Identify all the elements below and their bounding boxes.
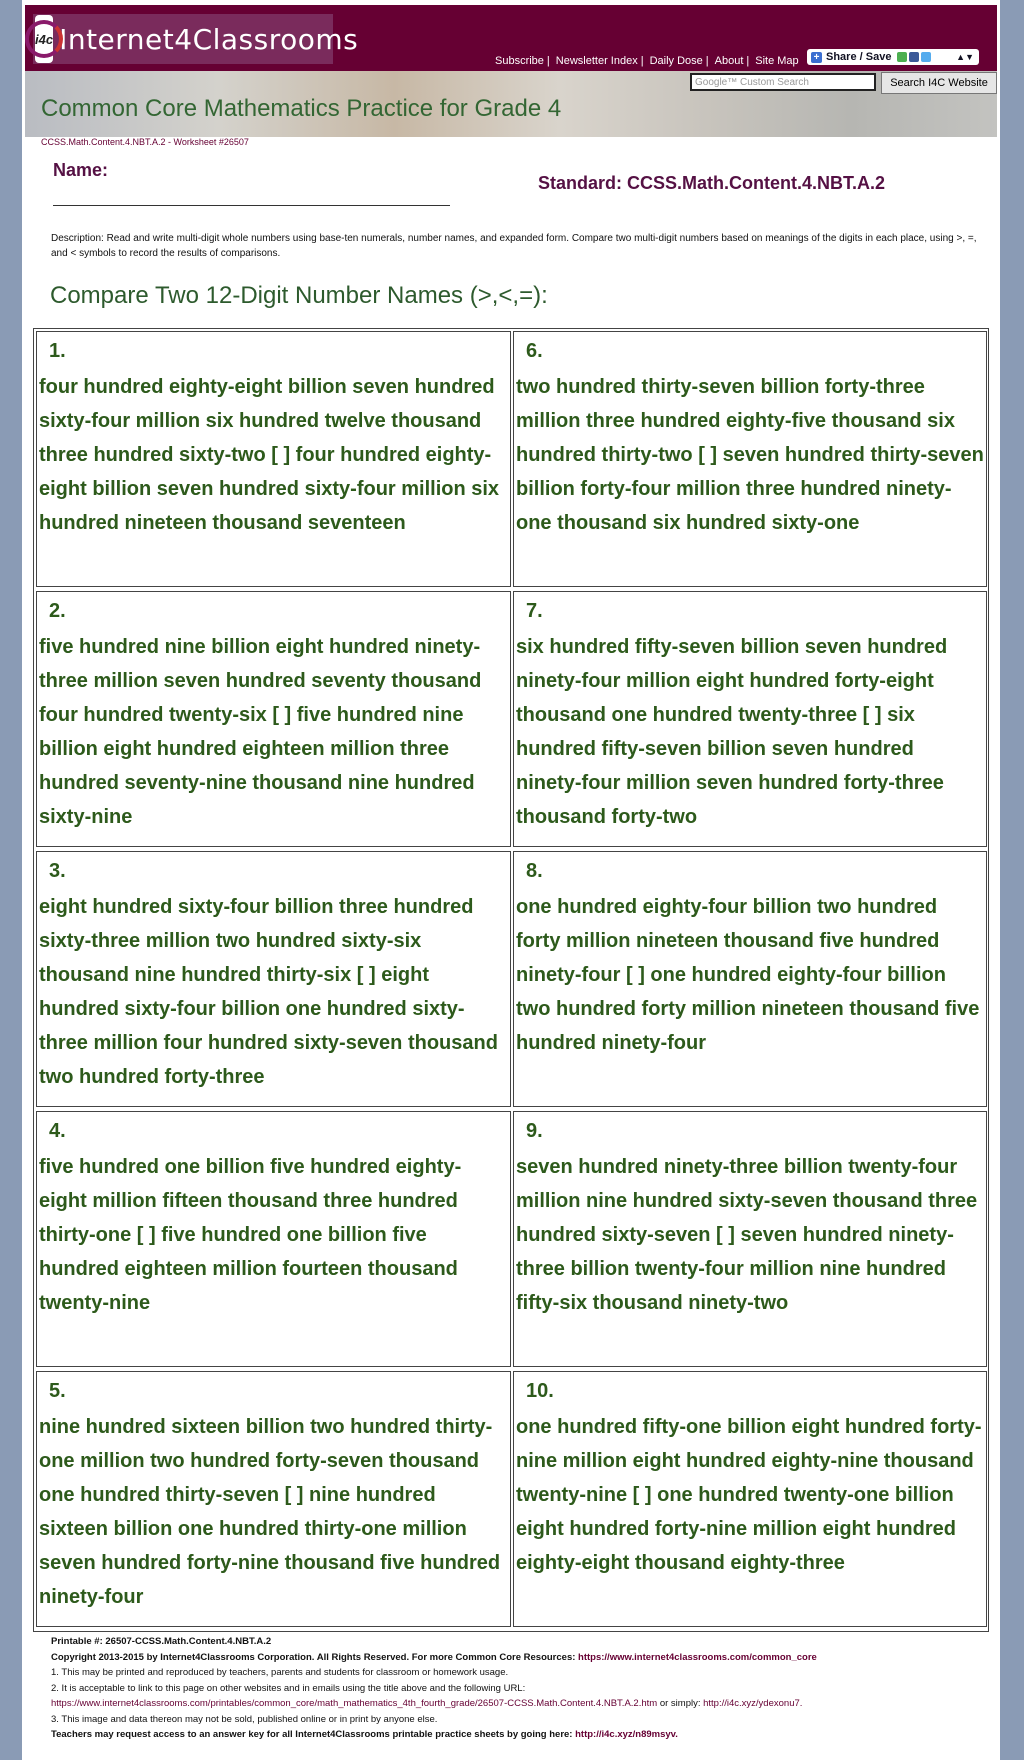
plus-icon: + [811, 52, 822, 63]
problem-cell-6 [513, 331, 987, 587]
nav-newsletter-index[interactable]: Newsletter Index [555, 55, 638, 67]
printable-number: Printable #: 26507-CCSS.Math.Content.4.NBT.A.2 [51, 1636, 272, 1647]
share-label: Share / Save [826, 51, 892, 63]
problem-number: 1. [49, 340, 66, 362]
page-title: Common Core Mathematics Practice for Grade 4 [41, 95, 562, 122]
url-line: https://www.internet4classrooms.com/printables/common_core/math_mathematics_4th_fourth_grade/26507-CCSS.Math.Content.4.NBT.A.2.htm or simply: http://i4c.xyz/ydexonu7. [51, 1698, 803, 1709]
social-icons [897, 52, 931, 62]
problem-number: 9. [526, 1120, 543, 1142]
logo-text: Internet4Classrooms [59, 22, 359, 56]
problem-number: 6. [526, 340, 543, 362]
problem-number: 4. [49, 1120, 66, 1142]
problem-text: five hundred one billion five hundred eighty-eight million fifteen thousand three hundred thirty-one [ ] five hundred one billion five hundred eighteen million fourteen thousand twenty-nine [39, 1156, 462, 1314]
problem-cell-2 [36, 591, 511, 847]
answer-key-line: Teachers may request access to an answer key for all Internet4Classrooms printable practice sheets by going here: http://i4c.xyz/n89msyv. [51, 1729, 678, 1740]
problem-text: two hundred thirty-seven billion forty-three million three hundred eighty-five thousand six hundred thirty-two [ ] seven hundred thirty-seven billion forty-four million three hundred ninety-one thousand six hundred sixty-one [516, 376, 984, 534]
name-line [53, 205, 450, 206]
common-core-link[interactable]: https://www.internet4classrooms.com/common_core [578, 1651, 817, 1663]
problem-cell-8 [513, 851, 987, 1107]
answer-key-link[interactable]: http://i4c.xyz/n89msyv. [575, 1729, 678, 1740]
share-save-button[interactable] [807, 49, 979, 65]
problems-table [33, 328, 989, 1632]
breadcrumb: CCSS.Math.Content.4.NBT.A.2 - Worksheet #26507 [41, 137, 249, 147]
problem-number: 2. [49, 600, 66, 622]
problem-number: 5. [49, 1380, 66, 1402]
problem-cell-4 [36, 1111, 511, 1367]
page [22, 0, 1000, 1760]
logo-badge-icon: i4c [35, 15, 53, 63]
problem-cell-7 [513, 591, 987, 847]
search-button[interactable]: Search I4C Website [881, 72, 997, 94]
worksheet-url-link[interactable]: https://www.internet4classrooms.com/printables/common_core/math_mathematics_4th_fourth_grade/26507-CCSS.Math.Content.4.NBT.A.2.htm [51, 1698, 658, 1709]
header-bar [25, 5, 997, 71]
standard-label: Standard: CCSS.Math.Content.4.NBT.A.2 [538, 173, 886, 193]
problem-cell-5 [36, 1371, 511, 1627]
nav-subscribe[interactable]: Subscribe [495, 55, 544, 67]
problem-number: 3. [49, 860, 66, 882]
problem-text: one hundred eighty-four billion two hundred forty million nineteen thousand five hundred ninety-four [ ] one hundred eighty-four billion two hundred forty million nineteen thousand five hundred ninety-four [516, 896, 980, 1054]
description: Description: Read and write multi-digit whole numbers using base-ten numerals, number names, and expanded form. Compare two multi-digit numbers based on meanings of the digits in each place, using >, =, and < symbols to record the results of comparisons. [51, 233, 977, 259]
problem-cell-9 [513, 1111, 987, 1367]
problem-text: one hundred fifty-one billion eight hundred forty-nine million eight hundred eighty-nine thousand twenty-nine [ ] one hundred twenty-one billion eight hundred forty-nine million eight hundred eighty-eight thousand eighty-three [516, 1416, 982, 1574]
problem-number: 8. [526, 860, 543, 882]
problem-cell-3 [36, 851, 511, 1107]
worksheet-subtitle: Compare Two 12-Digit Number Names (>,<,=): [50, 282, 548, 309]
note-1: 1. This may be printed and reproduced by teachers, parents and students for classroom or homework usage. [51, 1667, 509, 1678]
problem-text: five hundred nine billion eight hundred ninety-three million seven hundred seventy thousand four hundred twenty-six [ ] five hundred nine billion eight hundred eighteen million three hundred seventy-nine thousand nine hundred sixty-nine [39, 636, 482, 828]
nav-daily-dose[interactable]: Daily Dose [649, 55, 703, 67]
note-2: 2. It is acceptable to link to this page on other websites and in emails using the title above and the following URL: [51, 1682, 526, 1694]
problem-cell-1 [36, 331, 511, 587]
short-url-link[interactable]: http://i4c.xyz/ydexonu7. [703, 1698, 803, 1709]
problem-text: nine hundred sixteen billion two hundred thirty-one million two hundred forty-seven thousand one hundred thirty-seven [ ] nine hundred sixteen billion one hundred thirty-one million seven hundred forty-nine thousand five hundred ninety-four [39, 1416, 501, 1608]
footer [51, 1634, 991, 1743]
problem-text: seven hundred ninety-three billion twenty-four million nine hundred sixty-seven thousand three hundred sixty-seven [ ] seven hundred ninety-three billion twenty-four million nine hundred fifty-six thousand ninety-two [516, 1156, 978, 1314]
problem-cell-10 [513, 1371, 987, 1627]
search-input[interactable]: Google™ Custom Search [690, 73, 876, 91]
nav-about[interactable]: About [714, 55, 744, 67]
problem-number: 10. [526, 1380, 554, 1402]
note-3: 3. This image and data thereon may not be sold, published online or in print by anyone else. [51, 1713, 438, 1725]
nav-site-map[interactable]: Site Map [755, 55, 799, 67]
chevron-down-icon: ▲▼ [956, 52, 974, 62]
name-label: Name: [53, 160, 109, 180]
problem-text: four hundred eighty-eight billion seven hundred sixty-four million six hundred twelve thousand three hundred sixty-two [ ] four hundred eighty-eight billion seven hundred sixty-four million six hundred nineteen thousand seventeen [39, 376, 500, 534]
copyright: Copyright 2013-2015 by Internet4Classrooms Corporation. All Rights Reserved. For more Common Core Resources: https://www.internet4classrooms.com/common_core [51, 1651, 817, 1663]
problem-text: six hundred fifty-seven billion seven hundred ninety-four million eight hundred forty-eight thousand one hundred twenty-three [ ] six hundred fifty-seven billion seven hundred ninety-four million seven hundred forty-three thousand forty-two [516, 636, 948, 828]
site-logo[interactable] [33, 14, 359, 64]
problem-text: eight hundred sixty-four billion three hundred sixty-three million two hundred sixty-six thousand nine hundred thirty-six [ ] eight hundred sixty-four billion one hundred sixty-three million four hundred sixty-seven thousand two hundred forty-three [39, 896, 498, 1088]
problem-number: 7. [526, 600, 543, 622]
top-nav: Subscribe | Newsletter Index | Daily Dose | About | Site Map [495, 55, 799, 67]
